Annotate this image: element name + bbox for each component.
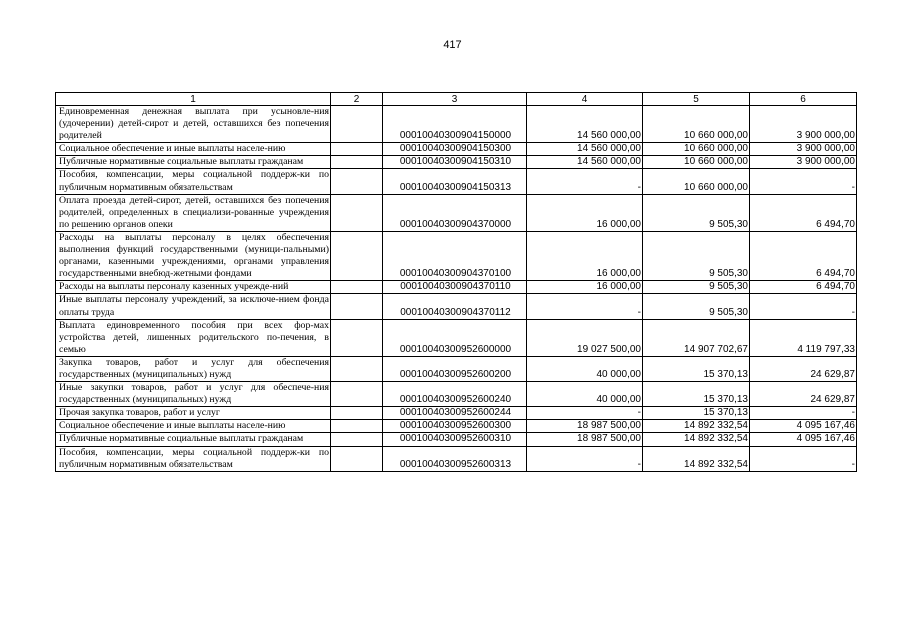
row-value-6: 3 900 000,00 — [750, 156, 857, 169]
row-code: 00010040300952600244 — [383, 407, 527, 420]
row-value-6: 6 494,70 — [750, 231, 857, 280]
row-col2 — [331, 231, 383, 280]
row-value-5: 10 660 000,00 — [643, 156, 750, 169]
table-row — [56, 319, 857, 356]
row-col2 — [331, 407, 383, 420]
row-name: Единовременная денежная выплата при усыновле-ния (удочерении) детей-сирот и детей, оставшихся без попечения родителей — [56, 106, 331, 143]
row-code: 00010040300904150310 — [383, 156, 527, 169]
row-value-4: 14 560 000,00 — [527, 156, 643, 169]
row-value-5: 14 892 332,54 — [643, 420, 750, 433]
row-col2 — [331, 382, 383, 407]
row-value-6: 6 494,70 — [750, 194, 857, 231]
row-value-4: 16 000,00 — [527, 194, 643, 231]
row-value-5: 14 892 332,54 — [643, 446, 750, 471]
row-code: 00010040300952600300 — [383, 420, 527, 433]
row-name: Прочая закупка товаров, работ и услуг — [56, 407, 331, 420]
row-value-5: 15 370,13 — [643, 407, 750, 420]
column-header: 4 — [527, 93, 643, 106]
row-col2 — [331, 433, 383, 446]
table-row — [56, 194, 857, 231]
column-header: 3 — [383, 93, 527, 106]
row-value-6: 4 095 167,46 — [750, 420, 857, 433]
row-name: Иные выплаты персоналу учреждений, за исключе-нием фонда оплаты труда — [56, 294, 331, 319]
table-row — [56, 156, 857, 169]
row-value-6: 3 900 000,00 — [750, 106, 857, 143]
row-value-4: 14 560 000,00 — [527, 106, 643, 143]
row-name: Иные закупки товаров, работ и услуг для обеспече-ния государственных (муниципальных) нужд — [56, 382, 331, 407]
row-name: Социальное обеспечение и иные выплаты населе-нию — [56, 143, 331, 156]
budget-table — [55, 92, 857, 472]
row-value-4: 16 000,00 — [527, 231, 643, 280]
row-value-6: 24 629,87 — [750, 356, 857, 381]
row-value-4: 16 000,00 — [527, 281, 643, 294]
table-row — [56, 446, 857, 471]
table-row — [56, 433, 857, 446]
row-value-5: 10 660 000,00 — [643, 106, 750, 143]
row-col2 — [331, 143, 383, 156]
row-value-5: 10 660 000,00 — [643, 169, 750, 194]
row-code: 00010040300904150000 — [383, 106, 527, 143]
row-col2 — [331, 294, 383, 319]
row-name: Расходы на выплаты персоналу в целях обеспечения выполнения функций государственными (муници-пальными) органами, казенными учреждениями, органами управления государственными внебюд-жетными фондами — [56, 231, 331, 280]
row-name: Пособия, компенсации, меры социальной поддерж-ки по публичным нормативным обязательствам — [56, 169, 331, 194]
table-row — [56, 169, 857, 194]
row-code: 00010040300952600313 — [383, 446, 527, 471]
row-code: 00010040300904370110 — [383, 281, 527, 294]
row-value-6: - — [750, 407, 857, 420]
row-code: 00010040300904370112 — [383, 294, 527, 319]
table-row — [56, 382, 857, 407]
row-value-5: 9 505,30 — [643, 294, 750, 319]
column-header: 5 — [643, 93, 750, 106]
row-col2 — [331, 319, 383, 356]
row-value-4: 18 987 500,00 — [527, 420, 643, 433]
page-number: 417 — [443, 39, 462, 51]
row-value-5: 15 370,13 — [643, 356, 750, 381]
row-value-5: 9 505,30 — [643, 194, 750, 231]
row-col2 — [331, 281, 383, 294]
row-value-4: - — [527, 169, 643, 194]
row-name: Расходы на выплаты персоналу казенных учрежде-ний — [56, 281, 331, 294]
row-col2 — [331, 194, 383, 231]
row-code: 00010040300952600310 — [383, 433, 527, 446]
row-value-5: 10 660 000,00 — [643, 143, 750, 156]
column-header: 1 — [56, 93, 331, 106]
table-row — [56, 231, 857, 280]
row-value-4: 18 987 500,00 — [527, 433, 643, 446]
row-value-4: - — [527, 446, 643, 471]
row-value-6: - — [750, 446, 857, 471]
row-col2 — [331, 446, 383, 471]
row-value-6: 4 119 797,33 — [750, 319, 857, 356]
row-col2 — [331, 169, 383, 194]
row-name: Публичные нормативные социальные выплаты гражданам — [56, 433, 331, 446]
row-code: 00010040300904370000 — [383, 194, 527, 231]
row-value-4: - — [527, 294, 643, 319]
row-value-5: 9 505,30 — [643, 231, 750, 280]
row-name: Выплата единовременного пособия при всех фор-мах устройства детей, лишенных родительского по-печения, в семью — [56, 319, 331, 356]
row-code: 00010040300952600240 — [383, 382, 527, 407]
row-value-6: 24 629,87 — [750, 382, 857, 407]
row-name: Публичные нормативные социальные выплаты гражданам — [56, 156, 331, 169]
table-row — [56, 294, 857, 319]
table-row — [56, 420, 857, 433]
row-name: Пособия, компенсации, меры социальной поддерж-ки по публичным нормативным обязательствам — [56, 446, 331, 471]
row-value-6: - — [750, 169, 857, 194]
row-code: 00010040300904150300 — [383, 143, 527, 156]
row-col2 — [331, 106, 383, 143]
row-value-4: 40 000,00 — [527, 356, 643, 381]
row-name: Оплата проезда детей-сирот, детей, оставшихся без попечения родителей, определенных в специализи-рованные учреждения по решению органов опеки — [56, 194, 331, 231]
row-name: Социальное обеспечение и иные выплаты населе-нию — [56, 420, 331, 433]
table-row — [56, 143, 857, 156]
row-code: 00010040300904370100 — [383, 231, 527, 280]
row-col2 — [331, 156, 383, 169]
table-row — [56, 407, 857, 420]
column-header: 6 — [750, 93, 857, 106]
row-value-6: 3 900 000,00 — [750, 143, 857, 156]
row-code: 00010040300952600000 — [383, 319, 527, 356]
row-name: Закупка товаров, работ и услуг для обеспечения государственных (муниципальных) нужд — [56, 356, 331, 381]
row-code: 00010040300952600200 — [383, 356, 527, 381]
row-value-4: 19 027 500,00 — [527, 319, 643, 356]
row-value-4: 14 560 000,00 — [527, 143, 643, 156]
row-value-4: 40 000,00 — [527, 382, 643, 407]
row-value-6: - — [750, 294, 857, 319]
table-row — [56, 356, 857, 381]
row-value-4: - — [527, 407, 643, 420]
row-value-5: 14 907 702,67 — [643, 319, 750, 356]
row-value-5: 14 892 332,54 — [643, 433, 750, 446]
row-col2 — [331, 420, 383, 433]
row-value-6: 4 095 167,46 — [750, 433, 857, 446]
row-value-5: 15 370,13 — [643, 382, 750, 407]
column-header: 2 — [331, 93, 383, 106]
table-row — [56, 106, 857, 143]
table-row — [56, 281, 857, 294]
table-header-row — [56, 93, 857, 106]
row-value-5: 9 505,30 — [643, 281, 750, 294]
row-value-6: 6 494,70 — [750, 281, 857, 294]
row-col2 — [331, 356, 383, 381]
row-code: 00010040300904150313 — [383, 169, 527, 194]
